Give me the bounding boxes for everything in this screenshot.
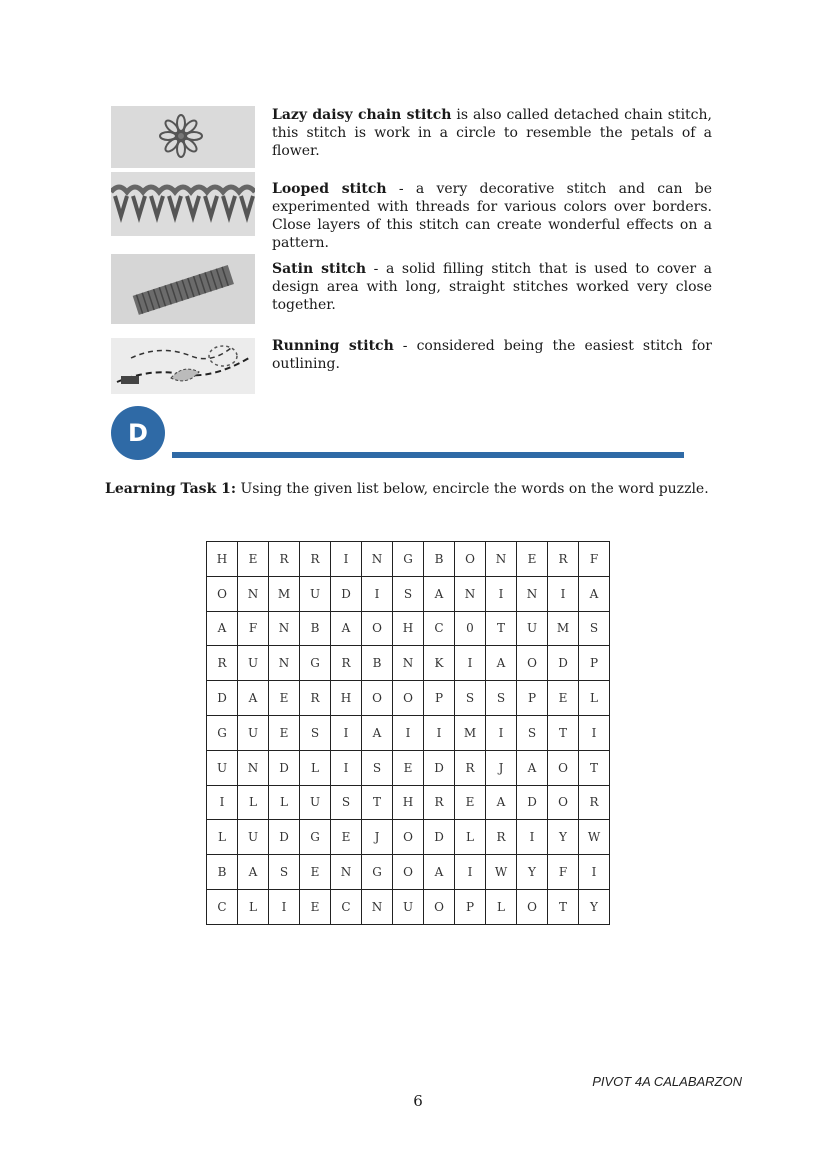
puzzle-row: [207, 576, 610, 611]
puzzle-cell[interactable]: D: [517, 785, 548, 820]
puzzle-row: [207, 889, 610, 924]
puzzle-cell[interactable]: N: [393, 646, 424, 681]
puzzle-cell[interactable]: I: [269, 889, 300, 924]
puzzle-cell[interactable]: P: [424, 681, 455, 716]
puzzle-cell[interactable]: L: [486, 889, 517, 924]
puzzle-cell[interactable]: A: [486, 646, 517, 681]
puzzle-cell[interactable]: I: [424, 715, 455, 750]
word-puzzle-grid: [206, 541, 610, 925]
puzzle-cell[interactable]: D: [548, 646, 579, 681]
puzzle-cell[interactable]: N: [331, 855, 362, 890]
puzzle-cell[interactable]: B: [207, 855, 238, 890]
puzzle-cell[interactable]: I: [486, 576, 517, 611]
stitch-term: Satin stitch: [272, 261, 367, 277]
puzzle-cell[interactable]: E: [455, 785, 486, 820]
puzzle-cell[interactable]: B: [300, 611, 331, 646]
puzzle-row: [207, 646, 610, 681]
puzzle-cell[interactable]: U: [517, 611, 548, 646]
puzzle-cell[interactable]: I: [579, 855, 610, 890]
puzzle-cell[interactable]: Y: [517, 855, 548, 890]
puzzle-cell[interactable]: T: [548, 889, 579, 924]
puzzle-cell[interactable]: O: [362, 611, 393, 646]
puzzle-cell[interactable]: S: [331, 785, 362, 820]
puzzle-cell[interactable]: R: [300, 542, 331, 577]
puzzle-cell[interactable]: E: [238, 542, 269, 577]
puzzle-cell[interactable]: A: [207, 611, 238, 646]
puzzle-cell[interactable]: H: [393, 785, 424, 820]
puzzle-cell[interactable]: L: [207, 820, 238, 855]
puzzle-cell[interactable]: O: [393, 681, 424, 716]
puzzle-cell[interactable]: I: [207, 785, 238, 820]
puzzle-cell[interactable]: F: [548, 855, 579, 890]
puzzle-cell[interactable]: U: [393, 889, 424, 924]
puzzle-cell[interactable]: S: [300, 715, 331, 750]
puzzle-cell[interactable]: L: [238, 889, 269, 924]
puzzle-cell[interactable]: O: [517, 646, 548, 681]
puzzle-cell[interactable]: I: [579, 715, 610, 750]
puzzle-cell[interactable]: A: [238, 681, 269, 716]
puzzle-cell[interactable]: D: [331, 576, 362, 611]
puzzle-cell[interactable]: O: [548, 750, 579, 785]
puzzle-cell[interactable]: E: [548, 681, 579, 716]
learning-task-instructions: [105, 480, 723, 498]
puzzle-cell[interactable]: G: [300, 646, 331, 681]
puzzle-cell[interactable]: O: [207, 576, 238, 611]
puzzle-cell[interactable]: G: [362, 855, 393, 890]
puzzle-cell[interactable]: P: [455, 889, 486, 924]
puzzle-cell[interactable]: S: [455, 681, 486, 716]
learning-task-label: Learning Task 1:: [105, 481, 237, 497]
puzzle-cell[interactable]: G: [300, 820, 331, 855]
puzzle-cell[interactable]: R: [300, 681, 331, 716]
puzzle-cell[interactable]: A: [362, 715, 393, 750]
puzzle-cell[interactable]: L: [238, 785, 269, 820]
puzzle-row: [207, 681, 610, 716]
puzzle-cell[interactable]: U: [300, 785, 331, 820]
puzzle-cell[interactable]: U: [238, 820, 269, 855]
puzzle-cell[interactable]: G: [207, 715, 238, 750]
puzzle-row: [207, 855, 610, 890]
puzzle-cell[interactable]: A: [517, 750, 548, 785]
puzzle-cell[interactable]: N: [269, 611, 300, 646]
puzzle-cell[interactable]: B: [362, 646, 393, 681]
puzzle-cell[interactable]: D: [269, 750, 300, 785]
puzzle-cell[interactable]: I: [331, 715, 362, 750]
puzzle-cell[interactable]: E: [269, 681, 300, 716]
puzzle-cell[interactable]: P: [517, 681, 548, 716]
puzzle-cell[interactable]: O: [455, 542, 486, 577]
puzzle-cell[interactable]: N: [362, 542, 393, 577]
puzzle-cell[interactable]: T: [362, 785, 393, 820]
puzzle-cell[interactable]: 0: [455, 611, 486, 646]
puzzle-cell[interactable]: R: [486, 820, 517, 855]
puzzle-cell[interactable]: M: [269, 576, 300, 611]
puzzle-row: [207, 611, 610, 646]
puzzle-cell[interactable]: O: [393, 855, 424, 890]
puzzle-cell[interactable]: S: [362, 750, 393, 785]
puzzle-cell[interactable]: R: [331, 646, 362, 681]
puzzle-cell[interactable]: I: [548, 576, 579, 611]
puzzle-cell[interactable]: W: [486, 855, 517, 890]
stitch-definition: is also called detached chain stitch, this stitch is work in a circle to resemble the petals of a flower.: [272, 107, 712, 159]
puzzle-cell[interactable]: R: [548, 542, 579, 577]
puzzle-cell[interactable]: S: [579, 611, 610, 646]
puzzle-cell[interactable]: O: [362, 681, 393, 716]
footer-organization: PIVOT 4A CALABARZON: [592, 1074, 742, 1089]
puzzle-cell[interactable]: H: [393, 611, 424, 646]
puzzle-cell[interactable]: I: [455, 855, 486, 890]
puzzle-cell[interactable]: F: [579, 542, 610, 577]
stitch-definition: - considered being the easiest stitch for outlining.: [272, 338, 712, 372]
stitch-definition: - a very decorative stitch and can be experimented with threads for various colors over borders. Close layers of this stitch can create wonderful effects on a pattern.: [272, 181, 712, 251]
puzzle-cell[interactable]: D: [424, 750, 455, 785]
puzzle-cell[interactable]: N: [238, 750, 269, 785]
puzzle-cell[interactable]: T: [579, 750, 610, 785]
puzzle-cell[interactable]: O: [548, 785, 579, 820]
puzzle-cell[interactable]: C: [424, 611, 455, 646]
puzzle-cell[interactable]: I: [393, 715, 424, 750]
puzzle-cell[interactable]: M: [548, 611, 579, 646]
puzzle-cell[interactable]: O: [517, 889, 548, 924]
puzzle-row: [207, 715, 610, 750]
puzzle-cell[interactable]: U: [238, 646, 269, 681]
puzzle-cell[interactable]: T: [486, 611, 517, 646]
puzzle-cell[interactable]: I: [331, 750, 362, 785]
puzzle-cell[interactable]: R: [207, 646, 238, 681]
puzzle-cell[interactable]: A: [331, 611, 362, 646]
satin-stitch-image: [111, 254, 255, 324]
puzzle-cell[interactable]: Y: [548, 820, 579, 855]
puzzle-cell[interactable]: D: [424, 820, 455, 855]
puzzle-cell[interactable]: S: [486, 681, 517, 716]
stitch-description: [272, 337, 712, 373]
puzzle-cell[interactable]: A: [486, 785, 517, 820]
puzzle-cell[interactable]: E: [517, 542, 548, 577]
puzzle-cell[interactable]: S: [517, 715, 548, 750]
puzzle-cell[interactable]: G: [393, 542, 424, 577]
puzzle-cell[interactable]: M: [455, 715, 486, 750]
puzzle-cell[interactable]: P: [579, 646, 610, 681]
puzzle-cell[interactable]: F: [238, 611, 269, 646]
puzzle-cell[interactable]: T: [548, 715, 579, 750]
puzzle-cell[interactable]: L: [300, 750, 331, 785]
puzzle-cell[interactable]: E: [393, 750, 424, 785]
puzzle-cell[interactable]: N: [269, 646, 300, 681]
puzzle-row: [207, 785, 610, 820]
puzzle-cell[interactable]: C: [331, 889, 362, 924]
puzzle-cell[interactable]: S: [393, 576, 424, 611]
puzzle-cell[interactable]: H: [331, 681, 362, 716]
stitch-description: [272, 106, 712, 160]
puzzle-cell[interactable]: L: [579, 681, 610, 716]
puzzle-cell[interactable]: N: [238, 576, 269, 611]
puzzle-cell[interactable]: E: [331, 820, 362, 855]
puzzle-cell[interactable]: U: [238, 715, 269, 750]
puzzle-cell[interactable]: A: [238, 855, 269, 890]
stitch-description: [272, 180, 712, 252]
puzzle-cell[interactable]: E: [269, 715, 300, 750]
puzzle-cell[interactable]: J: [362, 820, 393, 855]
puzzle-cell[interactable]: R: [269, 542, 300, 577]
puzzle-cell[interactable]: A: [424, 576, 455, 611]
puzzle-cell[interactable]: I: [517, 820, 548, 855]
learning-task-text: Using the given list below, encircle the words on the word puzzle.: [236, 481, 709, 497]
puzzle-cell[interactable]: N: [517, 576, 548, 611]
looped-stitch-image: [111, 172, 255, 236]
puzzle-cell[interactable]: L: [455, 820, 486, 855]
stitch-term: Lazy daisy chain stitch: [272, 107, 452, 123]
puzzle-cell[interactable]: O: [393, 820, 424, 855]
puzzle-cell[interactable]: R: [424, 785, 455, 820]
puzzle-cell[interactable]: U: [207, 750, 238, 785]
puzzle-row: [207, 542, 610, 577]
stitch-definition: - a solid filling stitch that is used to cover a design area with long, straight stitches worked very close together.: [272, 261, 712, 313]
puzzle-cell[interactable]: D: [269, 820, 300, 855]
puzzle-cell[interactable]: I: [486, 715, 517, 750]
puzzle-cell[interactable]: I: [362, 576, 393, 611]
puzzle-cell[interactable]: W: [579, 820, 610, 855]
section-badge: D: [111, 406, 165, 460]
puzzle-cell[interactable]: N: [486, 542, 517, 577]
puzzle-cell[interactable]: S: [269, 855, 300, 890]
puzzle-cell[interactable]: R: [455, 750, 486, 785]
puzzle-cell[interactable]: J: [486, 750, 517, 785]
stitch-description: [272, 260, 712, 314]
section-divider: [172, 452, 684, 458]
puzzle-cell[interactable]: U: [300, 576, 331, 611]
puzzle-cell[interactable]: A: [579, 576, 610, 611]
puzzle-cell[interactable]: O: [424, 889, 455, 924]
puzzle-cell[interactable]: A: [424, 855, 455, 890]
puzzle-cell[interactable]: K: [424, 646, 455, 681]
puzzle-row: [207, 820, 610, 855]
puzzle-cell[interactable]: C: [207, 889, 238, 924]
puzzle-cell[interactable]: N: [455, 576, 486, 611]
running-stitch-image: [111, 338, 255, 394]
puzzle-cell[interactable]: R: [579, 785, 610, 820]
stitch-term: Running stitch: [272, 338, 394, 354]
puzzle-cell[interactable]: I: [455, 646, 486, 681]
stitch-term: Looped stitch: [272, 181, 387, 197]
puzzle-cell[interactable]: D: [207, 681, 238, 716]
puzzle-row: [207, 750, 610, 785]
page-number: 6: [413, 1092, 423, 1110]
puzzle-cell[interactable]: L: [269, 785, 300, 820]
puzzle-cell[interactable]: H: [207, 542, 238, 577]
puzzle-cell[interactable]: N: [362, 889, 393, 924]
puzzle-cell[interactable]: Y: [579, 889, 610, 924]
puzzle-cell[interactable]: E: [300, 889, 331, 924]
lazy-daisy-stitch-image: [111, 106, 255, 168]
puzzle-cell[interactable]: I: [331, 542, 362, 577]
puzzle-cell[interactable]: B: [424, 542, 455, 577]
puzzle-cell[interactable]: E: [300, 855, 331, 890]
